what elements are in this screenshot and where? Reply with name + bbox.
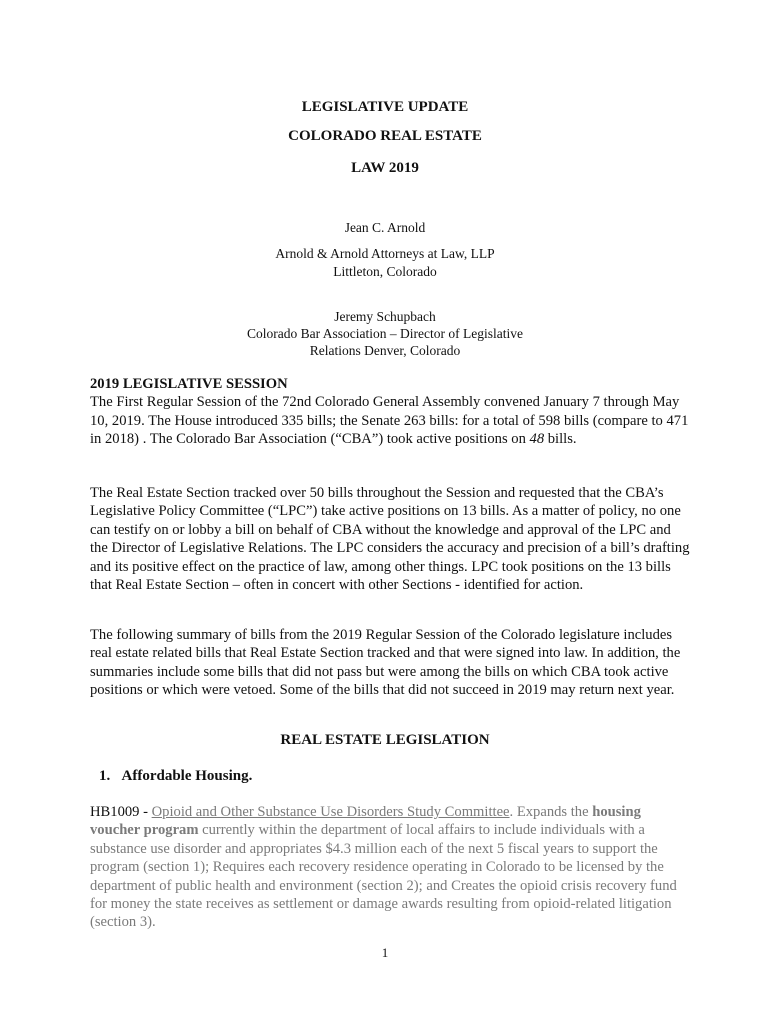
author2-name: Jeremy Schupbach [334, 309, 436, 324]
bill-id: HB1009 - [90, 804, 152, 820]
title-line-3: LAW 2019 [351, 160, 419, 176]
session-paragraph-2: The Real Estate Section tracked over 50 bills throughout the Session and requested that the CBA’s Legislative Policy Committee (“LPC”) take active positions on 13 bills. As a matter of policy, no one can testify on or lobby a bill on behalf of CBA without the knowledge and approval of the LPC and the Director of Legislative Relations. The LPC considers the accuracy and precision of a bill’s drafting and its positive effect on the practice of law, among other things. LPC took positions on the 13 bills that Real Estate Section – often in concert with other Sections - identified for action. [90, 485, 690, 594]
legislation-heading: REAL ESTATE LEGISLATION [280, 732, 490, 748]
session-para1-end: bills. [544, 431, 577, 448]
item-1-heading [99, 768, 252, 785]
session-paragraph-1 [90, 393, 690, 448]
session-section [90, 375, 690, 449]
page-number: 1 [381, 945, 389, 960]
session-para1-italic: 48 [529, 431, 545, 448]
session-para1-main: The First Regular Session of the 72nd Colorado General Assembly convened January 7 through May 10, 2019. The House introduced 335 bills; the Senate 263 bills: for a total of 598 bills (compare to 471 in 2018) . The Colorado Bar Association (“CBA”) took active positions on [90, 394, 689, 448]
bill-link[interactable]: Opioid and Other Substance Use Disorders Study Committee [151, 804, 510, 820]
author1-name: Jean C. Arnold [344, 220, 426, 235]
author1-location: Littleton, Colorado [333, 264, 437, 279]
author2-role: Colorado Bar Association – Director of Legislative [247, 326, 523, 341]
author2-location: Relations Denver, Colorado [309, 343, 461, 358]
title-line-1: LEGISLATIVE UPDATE [301, 99, 469, 115]
item-1-number: 1. [99, 768, 111, 784]
author1-firm: Arnold & Arnold Attorneys at Law, LLP [275, 246, 495, 261]
title-line-2: COLORADO REAL ESTATE [288, 128, 482, 144]
bill-hb1009-summary [90, 803, 690, 932]
session-paragraph-3: The following summary of bills from the 2019 Regular Session of the Colorado legislature includes real estate related bills that Real Estate Section tracked and that were signed into law. In addition, the summaries include some bills that did not pass but were among the bills on which CBA took active positions or which were vetoed. Some of the bills that did not succeed in 2019 may return next year. [90, 627, 681, 699]
session-heading: 2019 LEGISLATIVE SESSION [90, 376, 288, 392]
bill-bold: housing voucher program [90, 804, 641, 839]
item-1-title: Affordable Housing. [121, 768, 253, 784]
bill-text-1: . Expands the [509, 804, 593, 820]
bill-text-2: currently within the department of local affairs to include individuals with a substance use disorder and appropriates $4.3 million each of the next 5 fiscal years to support the program (section 1); Requires each recovery residence operating in Colorado to be licensed by the department of public health and environment (section 2); and Creates the opioid crisis recovery fund for money the state receives as settlement or damage awards resulting from opioid-related litigation (section 3). [90, 822, 677, 931]
